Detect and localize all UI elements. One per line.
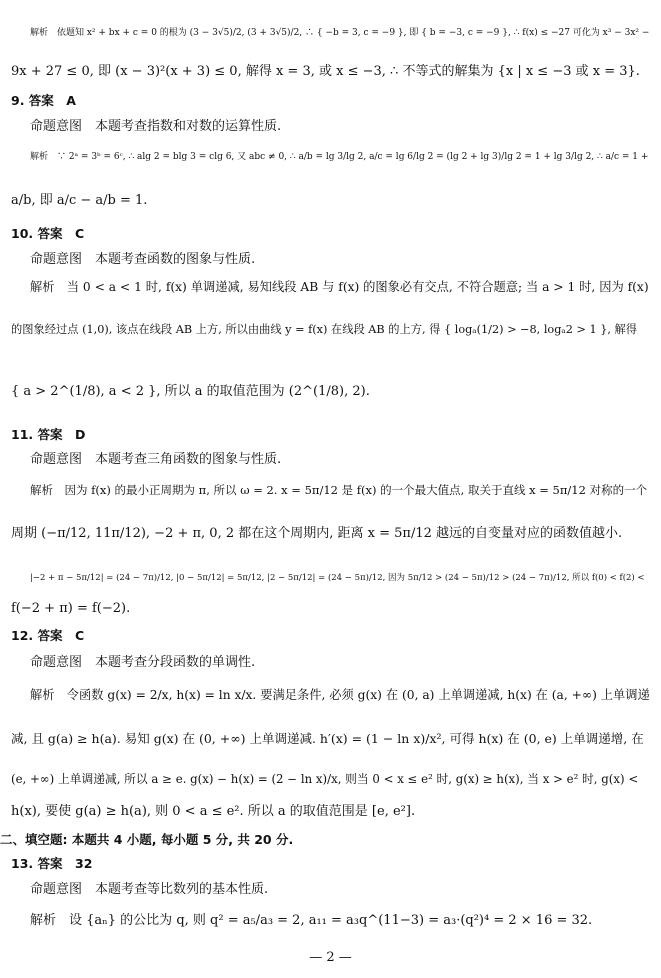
- text-line: a/b, 即 a/c − a/b = 1.: [11, 193, 148, 208]
- text-line: |−2 + π − 5π/12| = (24 − 7π)/12, |0 − 5π/12| = 5π/12, |2 − 5π/12| = (24 − 5π)/12, 因为 5π/12 > (24 − 5π)/12 > (24 − 7π)/12, 所以 f(0) < f(2) <: [30, 573, 645, 583]
- answer-heading: 11. 答案 D: [11, 427, 86, 442]
- text-line: 解析 ∵ 2ᵃ = 3ᵇ = 6ᶜ, ∴ alg 2 = blg 3 = clg 6, 又 abc ≠ 0, ∴ a/b = lg 3/lg 2, a/c = lg 6/lg 2 = (lg 2 + lg 3)/lg 2 = 1 + lg 3/lg 2, ∴ a/c = 1 +: [30, 152, 649, 162]
- answer-heading: 12. 答案 C: [11, 628, 85, 643]
- text-line: 命题意图 本题考查指数和对数的运算性质.: [30, 119, 282, 134]
- page-number: — 2 —: [309, 950, 352, 965]
- text-line: 命题意图 本题考查等比数列的基本性质.: [30, 882, 269, 897]
- text-line: 解析 因为 f(x) 的最小正周期为 π, 所以 ω = 2. x = 5π/12 是 f(x) 的一个最大值点, 取关于直线 x = 5π/12 对称的一个: [30, 483, 648, 497]
- text-line: { a > 2^(1/8), a < 2 }, 所以 a 的取值范围为 (2^(1/8), 2).: [11, 384, 370, 399]
- text-line: 命题意图 本题考查三角函数的图象与性质.: [30, 452, 282, 467]
- text-line: h(x), 要使 g(a) ≥ h(a), 则 0 < a ≤ e². 所以 a 的取值范围是 [e, e²].: [11, 804, 416, 819]
- text-line: 解析 依题知 x² + bx + c = 0 的根为 (3 − 3√5)/2, (3 + 3√5)/2, ∴ { −b = 3, c = −9 }, 即 { b = −3, c = −9 }, ∴ f(x) ≤ −27 可化为 x³ − 3x² −: [30, 28, 650, 38]
- text-line: 解析 令函数 g(x) = 2/x, h(x) = ln x/x. 要满足条件, 必须 g(x) 在 (0, a) 上单调递减, h(x) 在 (a, +∞) 上单调递: [30, 688, 650, 702]
- text-line: f(−2 + π) = f(−2).: [11, 601, 131, 616]
- text-line: 9x + 27 ≤ 0, 即 (x − 3)²(x + 3) ≤ 0, 解得 x = 3, 或 x ≤ −3, ∴ 不等式的解集为 {x | x ≤ −3 或 x = 3}.: [11, 64, 640, 79]
- text-line: (e, +∞) 上单调递减, 所以 a ≥ e. g(x) − h(x) = (2 − ln x)/x, 则当 0 < x ≤ e² 时, g(x) ≥ h(x), 当 x > e² 时, g(x) <: [11, 772, 639, 786]
- text-line: 命题意图 本题考查分段函数的单调性.: [30, 655, 256, 670]
- text-line: 解析 当 0 < a < 1 时, f(x) 单调递减, 易知线段 AB 与 f(x) 的图象必有交点, 不符合题意; 当 a > 1 时, 因为 f(x): [30, 280, 649, 294]
- answer-heading: 10. 答案 C: [11, 226, 85, 241]
- section-heading: 二、填空题: 本题共 4 小题, 每小题 5 分, 共 20 分.: [0, 832, 294, 847]
- answer-heading: 13. 答案 32: [11, 856, 93, 871]
- text-line: 的图象经过点 (1,0), 该点在线段 AB 上方, 所以由曲线 y = f(x) 在线段 AB 的上方, 得 { logₐ(1/2) > −8, logₐ2 > 1 }, 解得: [11, 323, 638, 336]
- text-line: 减, 且 g(a) ≥ h(a). 易知 g(x) 在 (0, +∞) 上单调递减. h′(x) = (1 − ln x)/x², 可得 h(x) 在 (0, e) 上单调递增, 在: [11, 731, 644, 746]
- answer-heading: 9. 答案 A: [11, 93, 76, 108]
- text-line: 命题意图 本题考查函数的图象与性质.: [30, 252, 256, 267]
- text-line: 周期 (−π/12, 11π/12), −2 + π, 0, 2 都在这个周期内, 距离 x = 5π/12 越远的自变量对应的函数值越小.: [11, 526, 623, 541]
- text-line: 解析 设 {aₙ} 的公比为 q, 则 q² = a₅/a₃ = 2, a₁₁ = a₃q^(11−3) = a₃·(q²)⁴ = 2 × 16 = 32.: [30, 913, 593, 928]
